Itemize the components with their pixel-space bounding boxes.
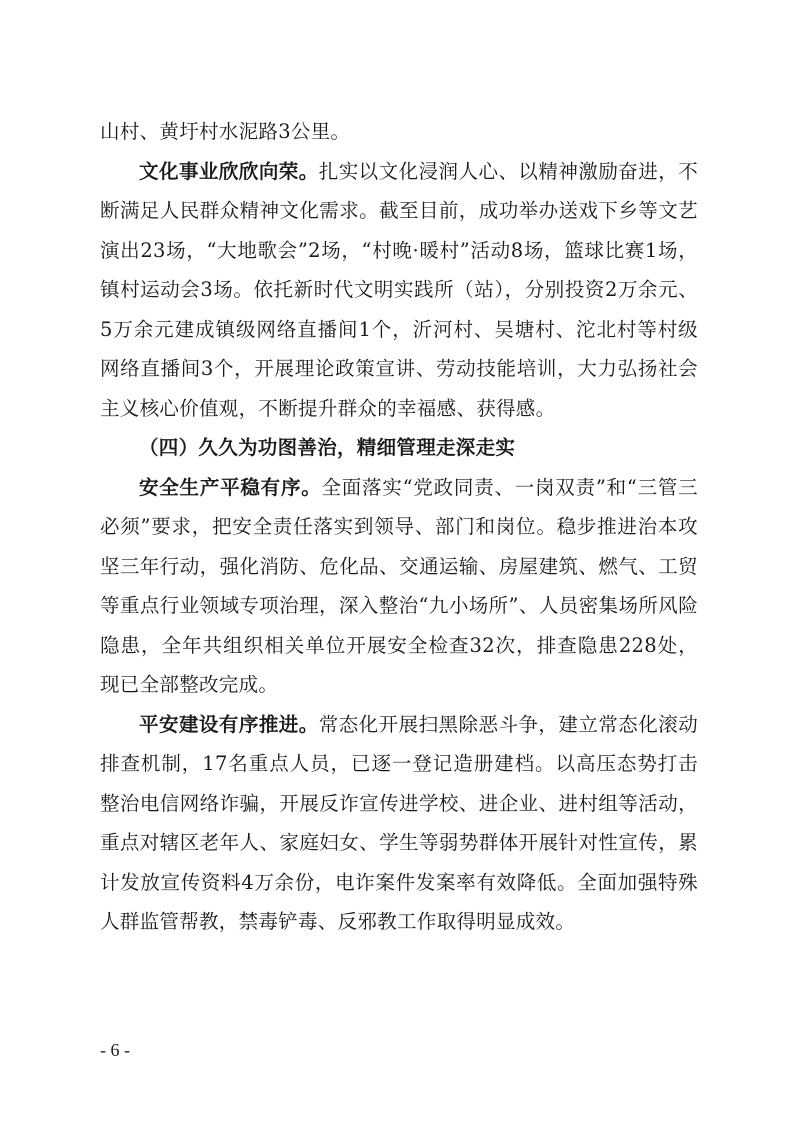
document-page	[100, 112, 698, 942]
section-heading: （四）久久为功图善治，精细管理走深走实	[139, 436, 516, 459]
paragraph-text: 扎实以文化浸润人心、以精神激励奋进，不断满足人民群众精神文化需求。截至目前，成功举办送戏下乡等文艺演出23场，“大地歌会”2场，“村晚·暖村”活动8场，篮球比赛1场，镇村运动会3场。依托新时代文明实践所（站），分别投资2万余元、5万余元建成镇级网络直播间1个，沂河村、吴塘村、沱北村等村级网络直播间3个，开展理论政策宣讲、劳动技能培训，大力弘扬社会主义核心价值观，不断提升群众的幸福感、获得感。	[100, 159, 698, 420]
paragraph-continuation	[100, 112, 698, 152]
paragraph-lead: 文化事业欣欣向荣。	[139, 159, 319, 183]
paragraph-text: 山村、黄圩村水泥路3公里。	[100, 120, 351, 143]
paragraph-text: 全面落实“党政同责、一岗双责”和“三管三必须”要求，把安全责任落实到领导、部门和岗位。稳步推进治本攻坚三年行动，强化消防、危化品、交通运输、房屋建筑、燃气、工贸等重点行业领域专项治理，深入整治“九小场所”、人员密集场所风险隐患，全年共组织相关单位开展安全检查32次，排查隐患228处，现已全部整改完成。	[100, 475, 698, 696]
paragraph-peace	[100, 705, 698, 942]
paragraph-lead: 平安建设有序推进。	[139, 712, 319, 736]
paragraph-culture	[100, 152, 698, 429]
paragraph-safety	[100, 468, 698, 705]
paragraph-lead: 安全生产平稳有序。	[139, 475, 322, 499]
paragraph-text: 常态化开展扫黑除恶斗争，建立常态化滚动排查机制，17名重点人员，已逐一登记造册建档。以高压态势打击整治电信网络诈骗，开展反诈宣传进学校、进企业、进村组等活动，重点对辖区老年人、家庭妇女、学生等弱势群体开展针对性宣传，累计发放宣传资料4万余份，电诈案件发案率有效降低。全面加强特殊人群监管帮教，禁毒铲毒、反邪教工作取得明显成效。	[100, 712, 698, 933]
page-number: - 6 -	[100, 1040, 130, 1060]
